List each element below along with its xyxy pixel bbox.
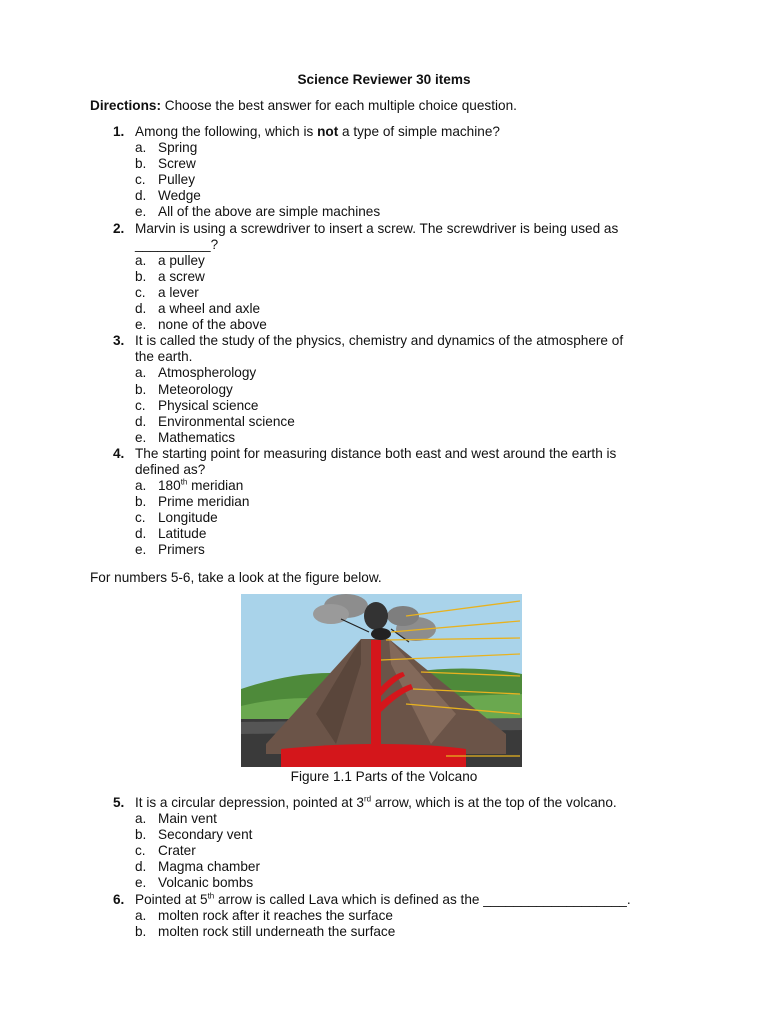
question-2 bbox=[113, 221, 683, 253]
option-e[interactable]: e. none of the above bbox=[135, 317, 267, 333]
question-text-cont: the earth. bbox=[135, 349, 193, 365]
question-number: 1. bbox=[113, 124, 125, 139]
question-text: The starting point for measuring distance both east and west around the earth is bbox=[135, 445, 617, 461]
option-d[interactable]: d. Environmental science bbox=[135, 413, 295, 429]
option-e[interactable]: e. Mathematics bbox=[135, 429, 236, 445]
question-number: 5. bbox=[113, 795, 125, 810]
question-number: 3. bbox=[113, 333, 125, 349]
option-e[interactable]: e. Volcanic bombs bbox=[135, 875, 254, 891]
main-vent bbox=[371, 640, 381, 752]
directions-label: Directions: bbox=[90, 98, 162, 113]
volcanic-bomb bbox=[364, 602, 388, 630]
option-c[interactable]: c. Pulley bbox=[135, 172, 196, 188]
option-d[interactable]: d. Magma chamber bbox=[135, 859, 260, 875]
question-text: It is called the study of the physics, chemistry and dynamics of the atmosphere of bbox=[135, 333, 624, 349]
figure-intro: For numbers 5-6, take a look at the figure below. bbox=[90, 570, 382, 585]
option-a[interactable]: a. a pulley bbox=[135, 252, 205, 268]
question-blank: __________? bbox=[135, 236, 219, 252]
ash-cloud bbox=[387, 606, 419, 626]
option-d[interactable]: d. a wheel and axle bbox=[135, 301, 261, 317]
magma-chamber bbox=[281, 744, 466, 767]
option-a[interactable]: a. Atmospherology bbox=[135, 365, 257, 381]
option-c[interactable]: c. Longitude bbox=[135, 510, 218, 526]
option-d[interactable]: d. Wedge bbox=[135, 188, 201, 204]
question-6: 6. Pointed at 5th arrow is called Lava which is defined as the ___________________. bbox=[113, 891, 631, 907]
question-3 bbox=[113, 333, 683, 365]
option-a[interactable]: a. Spring bbox=[135, 140, 198, 156]
directions bbox=[90, 98, 517, 113]
option-b[interactable]: b. a screw bbox=[135, 268, 205, 284]
directions-text: Choose the best answer for each multiple choice question. bbox=[161, 98, 517, 113]
figure-caption: Figure 1.1 Parts of the Volcano bbox=[290, 769, 478, 784]
option-c[interactable]: c. a lever bbox=[135, 284, 199, 300]
option-b[interactable]: b. molten rock still underneath the surface bbox=[135, 923, 396, 939]
option-b[interactable]: b. Secondary vent bbox=[135, 827, 253, 843]
question-number: 4. bbox=[113, 445, 125, 461]
option-b[interactable]: b. Meteorology bbox=[135, 381, 233, 397]
option-c[interactable]: c. Physical science bbox=[135, 397, 259, 413]
volcano-figure bbox=[241, 594, 522, 767]
option-e[interactable]: e. Primers bbox=[135, 542, 205, 558]
question-text: Among the following, which is bbox=[135, 124, 318, 139]
option-b[interactable]: b. Screw bbox=[135, 156, 196, 172]
question-emphasis: not bbox=[317, 124, 339, 139]
question-5: 5. It is a circular depression, pointed at 3rd arrow, which is at the top of the volcano. bbox=[113, 794, 617, 810]
option-a[interactable]: a. Main vent bbox=[135, 811, 217, 827]
question-text-end: a type of simple machine? bbox=[338, 124, 500, 139]
page-title: Science Reviewer 30 items bbox=[297, 72, 471, 87]
question-1 bbox=[113, 124, 683, 140]
option-d[interactable]: d. Latitude bbox=[135, 526, 207, 542]
option-a[interactable]: a. 180th meridian bbox=[135, 477, 244, 494]
question-number: 2. bbox=[113, 220, 125, 236]
option-b[interactable]: b. Prime meridian bbox=[135, 494, 250, 510]
question-text: Marvin is using a screwdriver to insert a screw. The screwdriver is being used as bbox=[135, 220, 619, 236]
questions-5-6 bbox=[113, 795, 683, 940]
questions-1-4 bbox=[113, 124, 683, 559]
option-e[interactable]: e. All of the above are simple machines bbox=[135, 204, 381, 220]
ash-cloud bbox=[313, 604, 349, 624]
question-text-cont: defined as? bbox=[135, 461, 206, 477]
option-a[interactable]: a. molten rock after it reaches the surface bbox=[135, 907, 393, 923]
question-number: 6. bbox=[113, 891, 125, 907]
option-c[interactable]: c. Crater bbox=[135, 843, 196, 859]
question-4 bbox=[113, 446, 683, 478]
crater bbox=[371, 628, 391, 640]
